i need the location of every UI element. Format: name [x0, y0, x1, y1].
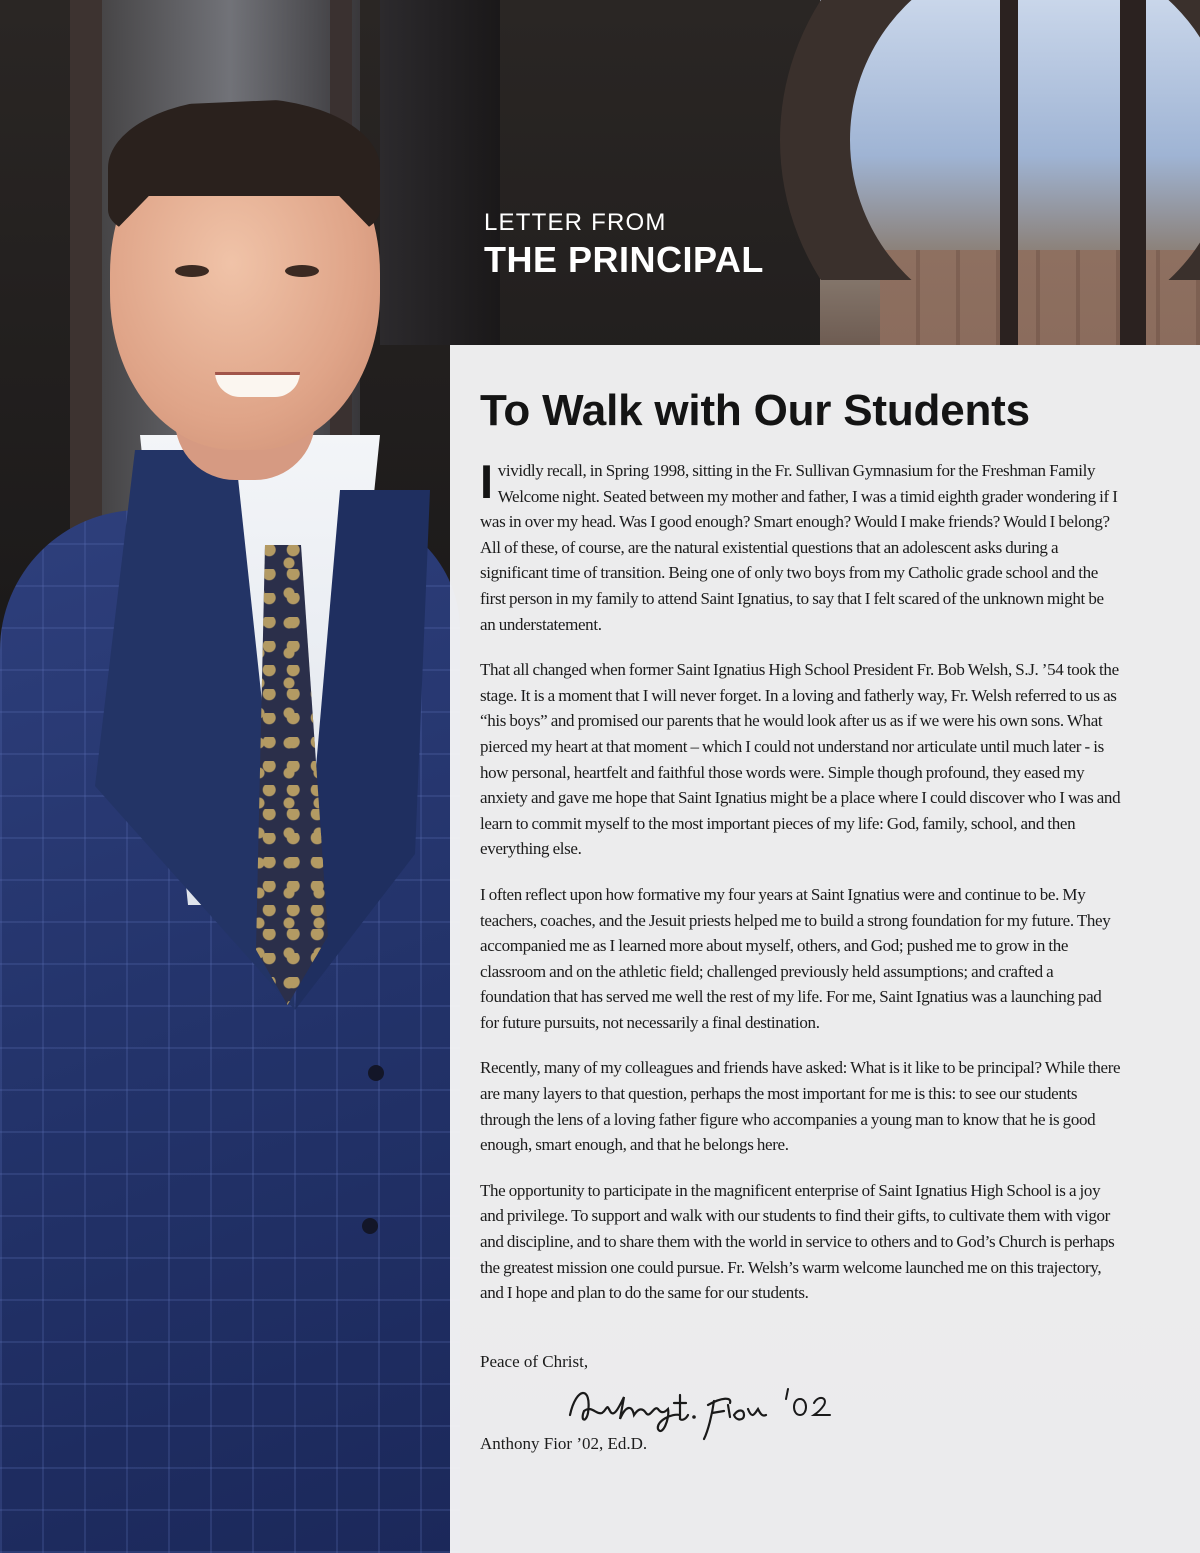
principal-portrait — [0, 90, 460, 1553]
portrait-jacket-button — [368, 1065, 384, 1081]
letter-closing: Peace of Christ, — [480, 1352, 589, 1371]
letter-paragraph — [480, 455, 1122, 637]
portrait-eye-left — [175, 265, 209, 277]
portrait-jacket-button — [362, 1218, 378, 1234]
background-window-mullion — [1120, 0, 1146, 345]
section-kicker: LETTER FROM — [484, 209, 667, 236]
background-window-mullion — [1000, 0, 1018, 345]
letter-paragraph: I often reflect upon how formative my four years at Saint Ignatius were and continue to be. My teachers, coaches, and the Jesuit priests helped me to build a strong foundation for my future. They accompanied me as I learned more about myself, others, and God; pushed me to grow in the classroom and on the athletic field; challenged previously held assumptions; and crafted a foundation that has served me well the rest of my life. For me, Saint Ignatius was a launching pad for future pursuits, not necessarily a final destination. — [480, 884, 1111, 1032]
section-header — [484, 208, 764, 282]
signer-name: Anthony Fior ’02, Ed.D. — [480, 1434, 648, 1453]
letter-paragraph: Recently, many of my colleagues and friends have asked: What is it like to be principal? While there are many layers to that question, perhaps the most important for me is this: to see our students through the lens of a loving father figure who accompanies a young man to know that he is good enough, smart enough, and that he belongs here. — [480, 1058, 1121, 1155]
section-title: THE PRINCIPAL — [484, 239, 764, 280]
drop-cap: I — [480, 455, 493, 508]
letter-title: To Walk with Our Students — [480, 386, 1030, 435]
letter-paragraph: That all changed when former Saint Ignatius High School President Fr. Bob Welsh, S.J. ’54 took the stage. It is a moment that I will never forget. In a loving and fatherly way, Fr. Welsh referred to us as “his boys” and promised our parents that he would look after us as if we were his own sons. What pierced my heart at that moment – which I could not understand nor articulate until much later - is how personal, heartfelt and faithful those words were. Simple though profound, they eased my anxiety and gave me hope that Saint Ignatius might be a place where I could discover who I was and learn to commit myself to the most important pieces of my life: God, family, school, and then everything else. — [480, 660, 1121, 859]
letter-panel — [450, 345, 1200, 1553]
letter-paragraph: The opportunity to participate in the magnificent enterprise of Saint Ignatius High School is a joy and privilege. To support and walk with our students to find their gifts, to cultivate them with vigor and discipline, and to share them with the world in service to others and to God’s Church is perhaps the greatest mission one could pursue. Fr. Welsh’s warm welcome launched me on this trajectory, and I hope and plan to do the same for our students. — [480, 1180, 1115, 1303]
portrait-eye-right — [285, 265, 319, 277]
portrait-mouth — [215, 372, 300, 397]
letter-body — [480, 455, 1122, 1326]
letter-paragraph-text: vividly recall, in Spring 1998, sitting in the Fr. Sullivan Gymnasium for the Freshman Family Welcome night. Seated between my mother and father, I was a timid eighth grader wondering if I was in over my head. Was I good enough? Smart enough? Would I make friends? Would I belong? All of these, of course, are the natural existential questions that an adolescent asks during a significant time of transition. Being one of only two boys from my Catholic grade school and the first person in my family to attend Saint Ignatius, to say that I felt scared of the unknown might be an understatement. — [480, 461, 1118, 634]
